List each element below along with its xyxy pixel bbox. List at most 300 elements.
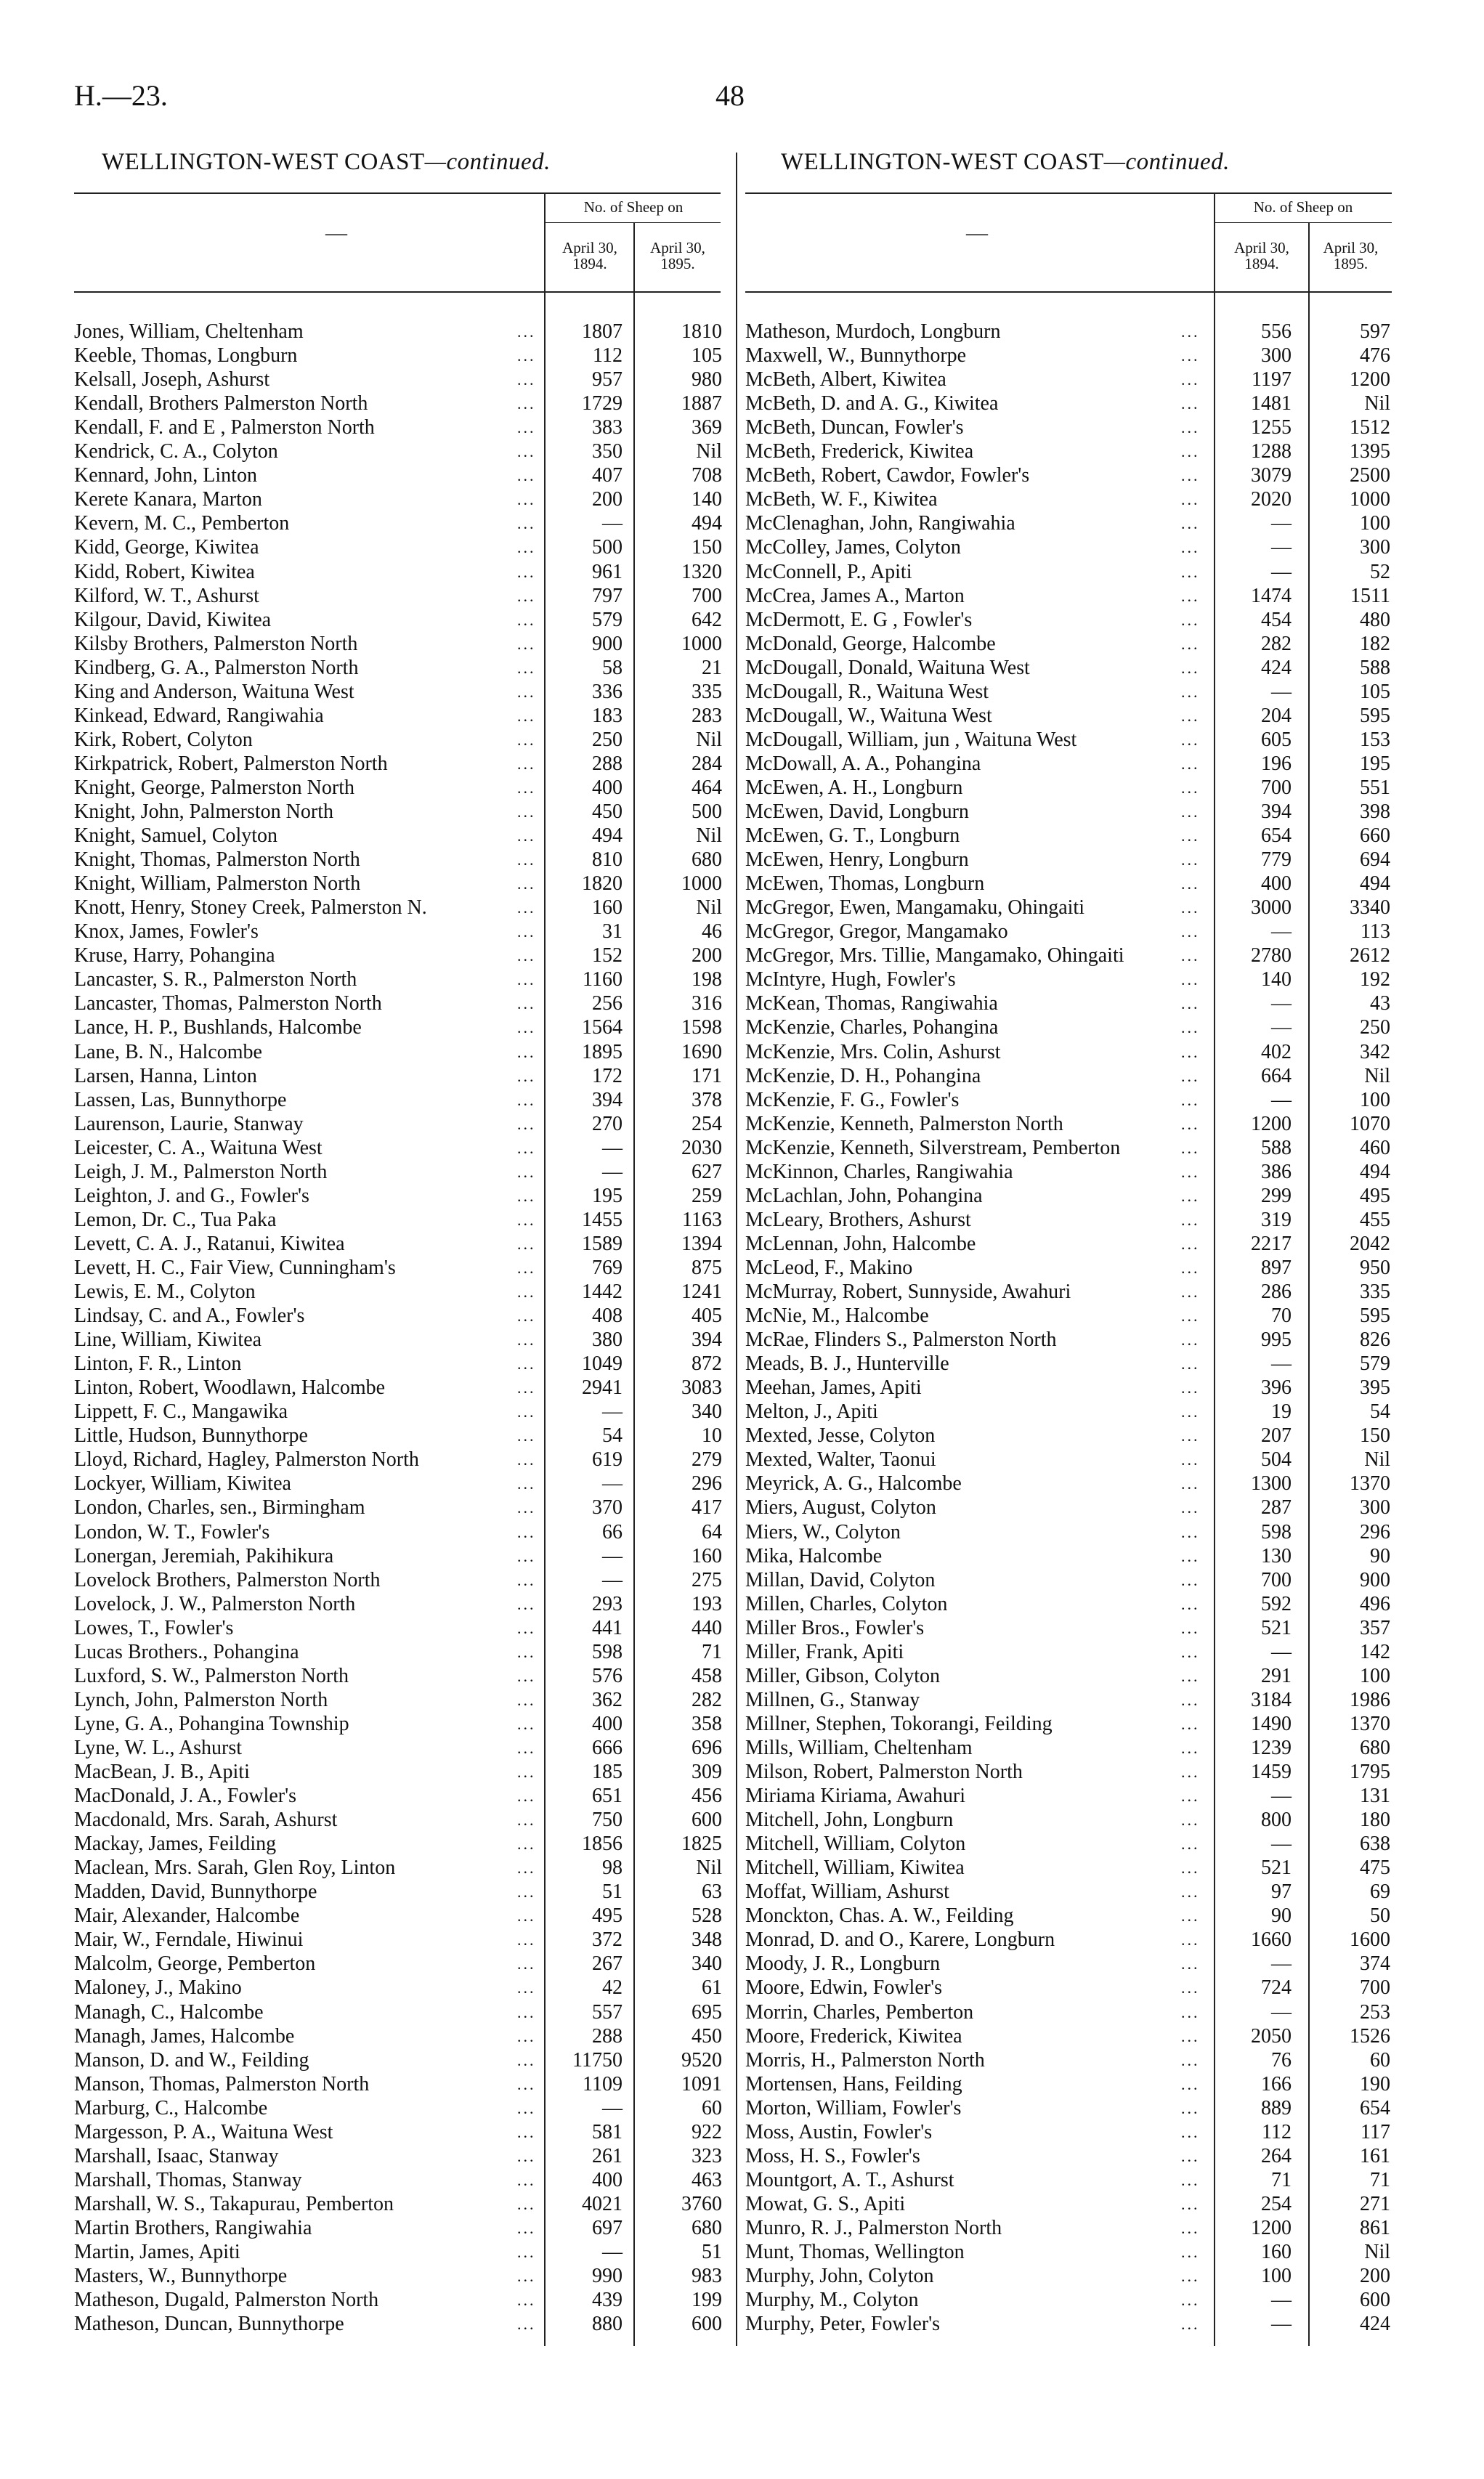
sheep-1894: 579	[592, 608, 623, 631]
sheep-1895: 1810	[681, 320, 722, 343]
owner-name: Lyne, G. A., Pohangina Township	[74, 1712, 352, 1736]
owner-name: Levett, C. A. J., Ratanui, Kiwitea	[74, 1232, 348, 1256]
leader-dots: ...	[1181, 1307, 1200, 1326]
sheep-1895: 51	[702, 2241, 722, 2263]
table-row	[74, 1496, 728, 1520]
leader-dots: ...	[517, 2243, 536, 2261]
owner-name: Knight, William, Palmerston North	[74, 872, 363, 896]
sheep-1894: 2780	[1251, 944, 1292, 967]
owner-name: Monrad, D. and O., Karere, Longburn	[745, 1928, 1058, 1952]
table-row	[745, 1256, 1399, 1280]
sheep-1894: 204	[1261, 704, 1292, 727]
sheep-1894: 700	[1261, 776, 1292, 799]
owner-name: Lowes, T., Fowler's	[74, 1616, 236, 1640]
sheep-1895: 271	[1360, 2192, 1390, 2215]
leader-dots: ...	[517, 1907, 536, 1926]
sheep-1895: 700	[692, 584, 722, 607]
sheep-1895: 3760	[681, 2192, 722, 2215]
sheep-1894: —	[1271, 512, 1292, 535]
owner-name: McBeth, Frederick, Kiwitea	[745, 439, 976, 463]
table-row	[745, 632, 1399, 656]
table-row	[74, 1952, 728, 1976]
leader-dots: ...	[517, 2074, 536, 2093]
owner-name: Mortensen, Hans, Feilding	[745, 2072, 965, 2096]
sheep-1895: 46	[702, 920, 722, 944]
sheep-1894: —	[602, 1136, 623, 1159]
owner-name: Moss, H. S., Fowler's	[745, 2144, 923, 2168]
sheep-1894: 270	[592, 1112, 623, 1135]
owner-name: King and Anderson, Waituna West	[74, 680, 357, 704]
sheep-1894: 556	[1261, 320, 1292, 343]
sheep-1894: 98	[602, 1857, 623, 1880]
sheep-1894: 424	[1261, 656, 1292, 679]
leader-dots: ...	[1181, 1883, 1200, 1902]
table-row	[745, 1184, 1399, 1208]
owner-name: Morton, William, Fowler's	[745, 2096, 964, 2120]
table-row	[74, 776, 728, 800]
leader-dots: ...	[1181, 1042, 1200, 1061]
leader-dots: ...	[1181, 1738, 1200, 1757]
table-row	[745, 1760, 1399, 1784]
sheep-1895: 458	[692, 1664, 722, 1687]
sheep-1895: 922	[692, 2120, 722, 2143]
sheep-1894: 400	[592, 2168, 623, 2191]
sheep-1894: 407	[592, 464, 623, 487]
table-row	[74, 1208, 728, 1232]
owner-name: Mexted, Walter, Taonui	[745, 1448, 939, 1472]
sheep-1894: 380	[592, 1328, 623, 1352]
sheep-1895: 600	[692, 2313, 722, 2336]
owner-name: McEwen, David, Longburn	[745, 800, 972, 824]
leader-dots: ...	[517, 658, 536, 677]
sheep-1894: 394	[592, 1088, 623, 1111]
owner-name: Mika, Halcombe	[745, 1544, 885, 1568]
sheep-1895: Nil	[696, 896, 722, 920]
sheep-1894: 264	[1261, 2144, 1292, 2167]
sheep-1895: 153	[1360, 728, 1390, 751]
leader-dots: ...	[1181, 946, 1200, 965]
sheep-1894: 557	[592, 2000, 623, 2024]
sheep-1894: 450	[592, 800, 623, 823]
owner-name: Little, Hudson, Bunnythorpe	[74, 1424, 311, 1448]
owner-name: McLeod, F., Makino	[745, 1256, 915, 1280]
sheep-1894: 779	[1261, 848, 1292, 872]
owner-name: Matheson, Duncan, Bunnythorpe	[74, 2312, 347, 2336]
sheep-1894: —	[1271, 1833, 1292, 1856]
sheep-1895: 551	[1360, 776, 1390, 799]
sheep-1894: 400	[1261, 872, 1292, 896]
owner-name: McDougall, William, jun , Waituna West	[745, 728, 1079, 752]
owner-name: McNie, M., Halcombe	[745, 1304, 932, 1328]
owner-name: McBeth, W. F., Kiwitea	[745, 487, 941, 511]
sheep-1894: 995	[1261, 1328, 1292, 1352]
table-row	[74, 2000, 728, 2024]
owner-name: Lancaster, S. R., Palmerston North	[74, 967, 360, 991]
sheep-1894: 1490	[1251, 1712, 1292, 1735]
sheep-1895: 1511	[1350, 584, 1390, 607]
table-row	[74, 1040, 728, 1064]
sheep-1895: 875	[692, 1256, 722, 1279]
sheep-1895: 279	[692, 1448, 722, 1472]
leader-dots: ...	[1181, 1787, 1200, 1806]
sheep-1895: 71	[702, 1640, 722, 1663]
sheep-1894: 336	[592, 680, 623, 703]
table-row	[745, 1496, 1399, 1520]
leader-dots: ...	[1181, 1690, 1200, 1709]
table-row	[74, 415, 728, 439]
leader-dots: ...	[1181, 514, 1200, 533]
sheep-1895: 60	[1370, 2048, 1390, 2072]
header-group-rule	[1215, 222, 1392, 223]
owner-name: McClenaghan, John, Rangiwahia	[745, 511, 1018, 535]
sheep-1895: 335	[692, 680, 722, 703]
table-row	[745, 560, 1399, 584]
sheep-1895: 193	[692, 1592, 722, 1615]
table-row	[745, 1784, 1399, 1808]
owner-name: Kevern, M. C., Pemberton	[74, 511, 292, 535]
leader-dots: ...	[517, 2267, 536, 2286]
sheep-1894: —	[1271, 1640, 1292, 1663]
sheep-1895: 195	[1360, 752, 1390, 775]
sheep-1894: —	[602, 1472, 623, 1496]
header-group-rule	[545, 222, 721, 223]
table-row	[745, 2168, 1399, 2192]
table-row	[74, 1880, 728, 1904]
table-row	[74, 2120, 728, 2144]
leader-dots: ...	[517, 1666, 536, 1685]
sheep-1895: 700	[1360, 1976, 1390, 2000]
sheep-1895: Nil	[696, 728, 722, 751]
owner-name: Keeble, Thomas, Longburn	[74, 344, 300, 368]
sheep-1895: 140	[692, 488, 722, 511]
owner-name: Moody, J. R., Longburn	[745, 1952, 943, 1976]
sheep-1895: Nil	[1364, 2241, 1390, 2263]
table-row	[745, 1808, 1399, 1832]
leader-dots: ...	[517, 682, 536, 701]
owner-name: Mitchell, William, Kiwitea	[745, 1856, 968, 1880]
leader-dots: ...	[517, 442, 536, 461]
sheep-1895: 2612	[1350, 944, 1390, 967]
sheep-1895: 282	[692, 1688, 722, 1711]
sheep-1894: 370	[592, 1496, 623, 1520]
table-row	[74, 1256, 728, 1280]
table-row	[74, 800, 728, 824]
table-row	[74, 368, 728, 391]
title-text: WELLINGTON-WEST COAST	[102, 149, 425, 175]
leader-dots: ...	[1181, 1427, 1200, 1445]
leader-dots: ...	[517, 562, 536, 581]
table-row	[745, 2144, 1399, 2168]
sheep-1894: —	[1271, 992, 1292, 1015]
table-row	[745, 1040, 1399, 1064]
table-row	[74, 872, 728, 896]
table-row	[745, 344, 1399, 368]
leader-dots: ...	[517, 490, 536, 509]
leader-dots: ...	[1181, 1018, 1200, 1037]
sheep-1895: 872	[692, 1352, 722, 1376]
sheep-1894: 76	[1271, 2048, 1292, 2072]
leader-dots: ...	[1181, 922, 1200, 941]
owner-name: McBeth, Duncan, Fowler's	[745, 415, 967, 439]
table-row	[74, 1520, 728, 1544]
sheep-1895: 660	[1360, 824, 1390, 848]
owner-name: Kerete Kanara, Marton	[74, 487, 265, 511]
owner-name: Miers, August, Colyton	[745, 1496, 939, 1520]
sheep-1894: 1200	[1251, 1112, 1292, 1135]
owner-name: Millen, Charles, Colyton	[745, 1592, 950, 1616]
header-top-rule	[745, 192, 1392, 194]
sheep-1894: 250	[592, 728, 623, 751]
leader-dots: ...	[1181, 1474, 1200, 1493]
owner-name: Mexted, Jesse, Colyton	[745, 1424, 938, 1448]
sheep-1895: 2042	[1350, 1232, 1390, 1255]
leader-dots: ...	[517, 1331, 536, 1350]
sheep-1894: 372	[592, 1928, 623, 1952]
sheep-1895: 142	[1360, 1640, 1390, 1663]
leader-dots: ...	[1181, 2243, 1200, 2261]
table-row	[745, 511, 1399, 535]
sheep-1895: 105	[692, 344, 722, 368]
sheep-1895: 1320	[681, 560, 722, 583]
owner-name: Mountgort, A. T., Ashurst	[745, 2168, 957, 2192]
sheep-1895: 161	[1360, 2144, 1390, 2167]
leader-dots: ...	[1181, 442, 1200, 461]
leader-dots: ...	[1181, 610, 1200, 629]
owner-name: Morris, H., Palmerston North	[745, 2048, 988, 2072]
sheep-1895: 182	[1360, 632, 1390, 655]
table-row	[74, 608, 728, 632]
sheep-1895: 60	[702, 2096, 722, 2119]
sheep-1895: 316	[692, 992, 722, 1015]
table-row	[74, 944, 728, 967]
sheep-1895: 1000	[681, 632, 722, 655]
leader-dots: ...	[1181, 1835, 1200, 1854]
table-row	[74, 511, 728, 535]
owner-name: Managh, James, Halcombe	[74, 2024, 297, 2048]
sheep-1894: 654	[1261, 824, 1292, 848]
table-row	[74, 896, 728, 920]
sheep-1894: 769	[592, 1256, 623, 1279]
sheep-1895: 117	[1361, 2120, 1390, 2143]
sheep-1894: 1459	[1251, 1761, 1292, 1783]
sheep-1895: 475	[1360, 1857, 1390, 1880]
owner-name: Miller Bros., Fowler's	[745, 1616, 927, 1640]
table-row	[745, 1928, 1399, 1952]
owner-name: Mills, William, Cheltenham	[745, 1736, 976, 1760]
sheep-1894: 254	[1261, 2192, 1292, 2215]
sheep-1894: 1660	[1251, 1928, 1292, 1952]
leader-dots: ...	[517, 1570, 536, 1589]
sheep-1895: 3340	[1350, 896, 1390, 920]
owner-name: Jones, William, Cheltenham	[74, 320, 307, 344]
owner-name: Kidd, George, Kiwitea	[74, 535, 262, 559]
sheep-1894: 3184	[1251, 1688, 1292, 1711]
col-header-1895: April 30, 1895.	[1323, 239, 1379, 272]
table-row	[745, 1592, 1399, 1616]
sheep-1895: 528	[692, 1904, 722, 1928]
table-row	[74, 487, 728, 511]
sheep-1895: 1825	[681, 1833, 722, 1856]
owner-name: Lovelock, J. W., Palmerston North	[74, 1592, 358, 1616]
sheep-1894: —	[602, 1568, 623, 1591]
sheep-1895: 1512	[1350, 416, 1390, 439]
owner-name: McKean, Thomas, Rangiwahia	[745, 991, 1001, 1015]
table-row	[74, 2048, 728, 2072]
sheep-1894: —	[1271, 1088, 1292, 1111]
sheep-1894: 2020	[1251, 488, 1292, 511]
table-row	[745, 2120, 1399, 2144]
leader-dots: ...	[517, 1642, 536, 1661]
sheep-1895: 160	[692, 1544, 722, 1567]
sheep-1894: —	[602, 1400, 623, 1424]
owner-name: Kendall, Brothers Palmerston North	[74, 391, 370, 415]
sheep-1894: 400	[592, 776, 623, 799]
sheep-1895: 600	[692, 1809, 722, 1832]
leader-dots: ...	[1181, 1714, 1200, 1733]
sheep-1894: 697	[592, 2216, 623, 2239]
table-row	[74, 1424, 728, 1448]
leader-dots: ...	[517, 875, 536, 893]
owner-name: McIntyre, Hugh, Fowler's	[745, 967, 959, 991]
sheep-1894: 900	[592, 632, 623, 655]
table-row	[74, 2024, 728, 2048]
leader-dots: ...	[517, 322, 536, 341]
leader-dots: ...	[517, 1835, 536, 1854]
owner-name: Kilford, W. T., Ashurst	[74, 584, 262, 608]
sheep-1894: —	[1271, 1785, 1292, 1808]
table-row	[745, 680, 1399, 704]
table-row	[74, 2192, 728, 2216]
leader-dots: ...	[1181, 2146, 1200, 2165]
sheep-1895: Nil	[1364, 392, 1390, 415]
sheep-1895: 131	[1360, 1785, 1390, 1808]
sheep-1894: 300	[1261, 344, 1292, 368]
sheep-1895: 456	[692, 1785, 722, 1808]
leader-dots: ...	[517, 1690, 536, 1709]
sheep-1895: 190	[1360, 2072, 1390, 2095]
leader-dots: ...	[517, 1258, 536, 1277]
sheep-1895: 309	[692, 1761, 722, 1783]
sheep-1895: 494	[692, 512, 722, 535]
table-row	[745, 1448, 1399, 1472]
sheep-1894: —	[1271, 2000, 1292, 2024]
owner-name: Lassen, Las, Bunnythorpe	[74, 1088, 289, 1112]
table-row	[74, 2264, 728, 2288]
sheep-1894: 1856	[582, 1833, 623, 1856]
sheep-1894: —	[602, 1544, 623, 1567]
table-row	[74, 1808, 728, 1832]
sheep-1895: 348	[692, 1928, 722, 1952]
sheep-1895: 1070	[1350, 1112, 1390, 1135]
table-row	[74, 1448, 728, 1472]
owner-name: Mitchell, William, Colyton	[745, 1832, 968, 1856]
table-row	[745, 1520, 1399, 1544]
sheep-1894: 256	[592, 992, 623, 1015]
sheep-1894: 441	[592, 1616, 623, 1639]
owner-name: Kennard, John, Linton	[74, 463, 260, 487]
sheep-1895: 284	[692, 752, 722, 775]
table-row	[74, 1015, 728, 1039]
sheep-1895: 394	[692, 1328, 722, 1352]
sheep-1895: 9520	[681, 2048, 722, 2072]
sheep-1894: 1481	[1251, 392, 1292, 415]
owner-name: Mitchell, John, Longburn	[745, 1808, 956, 1832]
sheep-1895: 100	[1360, 512, 1390, 535]
sheep-1894: 1160	[583, 968, 623, 991]
leader-dots: ...	[1181, 634, 1200, 653]
sheep-1895: 200	[1360, 2265, 1390, 2288]
leader-dots: ...	[1181, 682, 1200, 701]
owner-name: Leighton, J. and G., Fowler's	[74, 1184, 312, 1208]
table-row	[74, 391, 728, 415]
table-row	[745, 1688, 1399, 1712]
leader-dots: ...	[517, 514, 536, 533]
leader-dots: ...	[1181, 898, 1200, 917]
sheep-1894: 396	[1261, 1376, 1292, 1400]
owner-name: Lynch, John, Palmerston North	[74, 1688, 331, 1712]
table-row	[74, 848, 728, 872]
sheep-1894: 495	[592, 1904, 623, 1928]
sheep-1894: 293	[592, 1592, 623, 1615]
sheep-1895: 680	[692, 848, 722, 872]
leader-dots: ...	[1181, 1979, 1200, 1997]
leader-dots: ...	[1181, 658, 1200, 677]
table-row	[74, 560, 728, 584]
leader-dots: ...	[517, 1618, 536, 1637]
sheep-1894: 1807	[582, 320, 623, 343]
leader-dots: ...	[517, 898, 536, 917]
leader-dots: ...	[1181, 466, 1200, 485]
table-row	[745, 1904, 1399, 1928]
table-row	[74, 1280, 728, 1304]
sheep-1895: 642	[692, 608, 722, 631]
owner-name: Meads, B. J., Hunterville	[745, 1352, 952, 1376]
sheep-1895: 680	[692, 2216, 722, 2239]
owner-name: McKenzie, F. G., Fowler's	[745, 1088, 962, 1112]
leader-dots: ...	[517, 803, 536, 821]
leader-dots: ...	[1181, 1403, 1200, 1421]
sheep-1894: 439	[592, 2289, 623, 2312]
sheep-1894: 504	[1261, 1448, 1292, 1472]
owner-name: Knight, Thomas, Palmerston North	[74, 848, 363, 872]
leader-dots: ...	[1181, 1955, 1200, 1973]
sheep-1894: 130	[1261, 1544, 1292, 1567]
table-row	[74, 2168, 728, 2192]
leader-dots: ...	[517, 1498, 536, 1517]
sheep-1894: 152	[592, 944, 623, 967]
owner-name: McBeth, D. and A. G., Kiwitea	[745, 391, 1001, 415]
leader-dots: ...	[1181, 1283, 1200, 1301]
sheep-1894: 521	[1261, 1616, 1292, 1639]
sheep-1895: 1000	[681, 872, 722, 896]
sheep-1894: 140	[1261, 968, 1292, 991]
sheep-1894: 402	[1261, 1040, 1292, 1063]
owner-name: Miers, W., Colyton	[745, 1520, 904, 1544]
table-row	[74, 1064, 728, 1088]
table-row	[74, 920, 728, 944]
leader-dots: ...	[517, 610, 536, 629]
owner-name: McKenzie, Kenneth, Silverstream, Pemberton	[745, 1136, 1123, 1160]
table-row	[745, 1232, 1399, 1256]
sheep-1894: 651	[592, 1785, 623, 1808]
table-row	[745, 1664, 1399, 1688]
table-row	[74, 2216, 728, 2240]
leader-dots: ...	[1181, 2315, 1200, 2334]
sheep-1894: 1200	[1251, 2216, 1292, 2239]
sheep-1895: 450	[692, 2024, 722, 2048]
sheep-1895: 283	[692, 704, 722, 727]
sheep-1895: 417	[692, 1496, 722, 1520]
